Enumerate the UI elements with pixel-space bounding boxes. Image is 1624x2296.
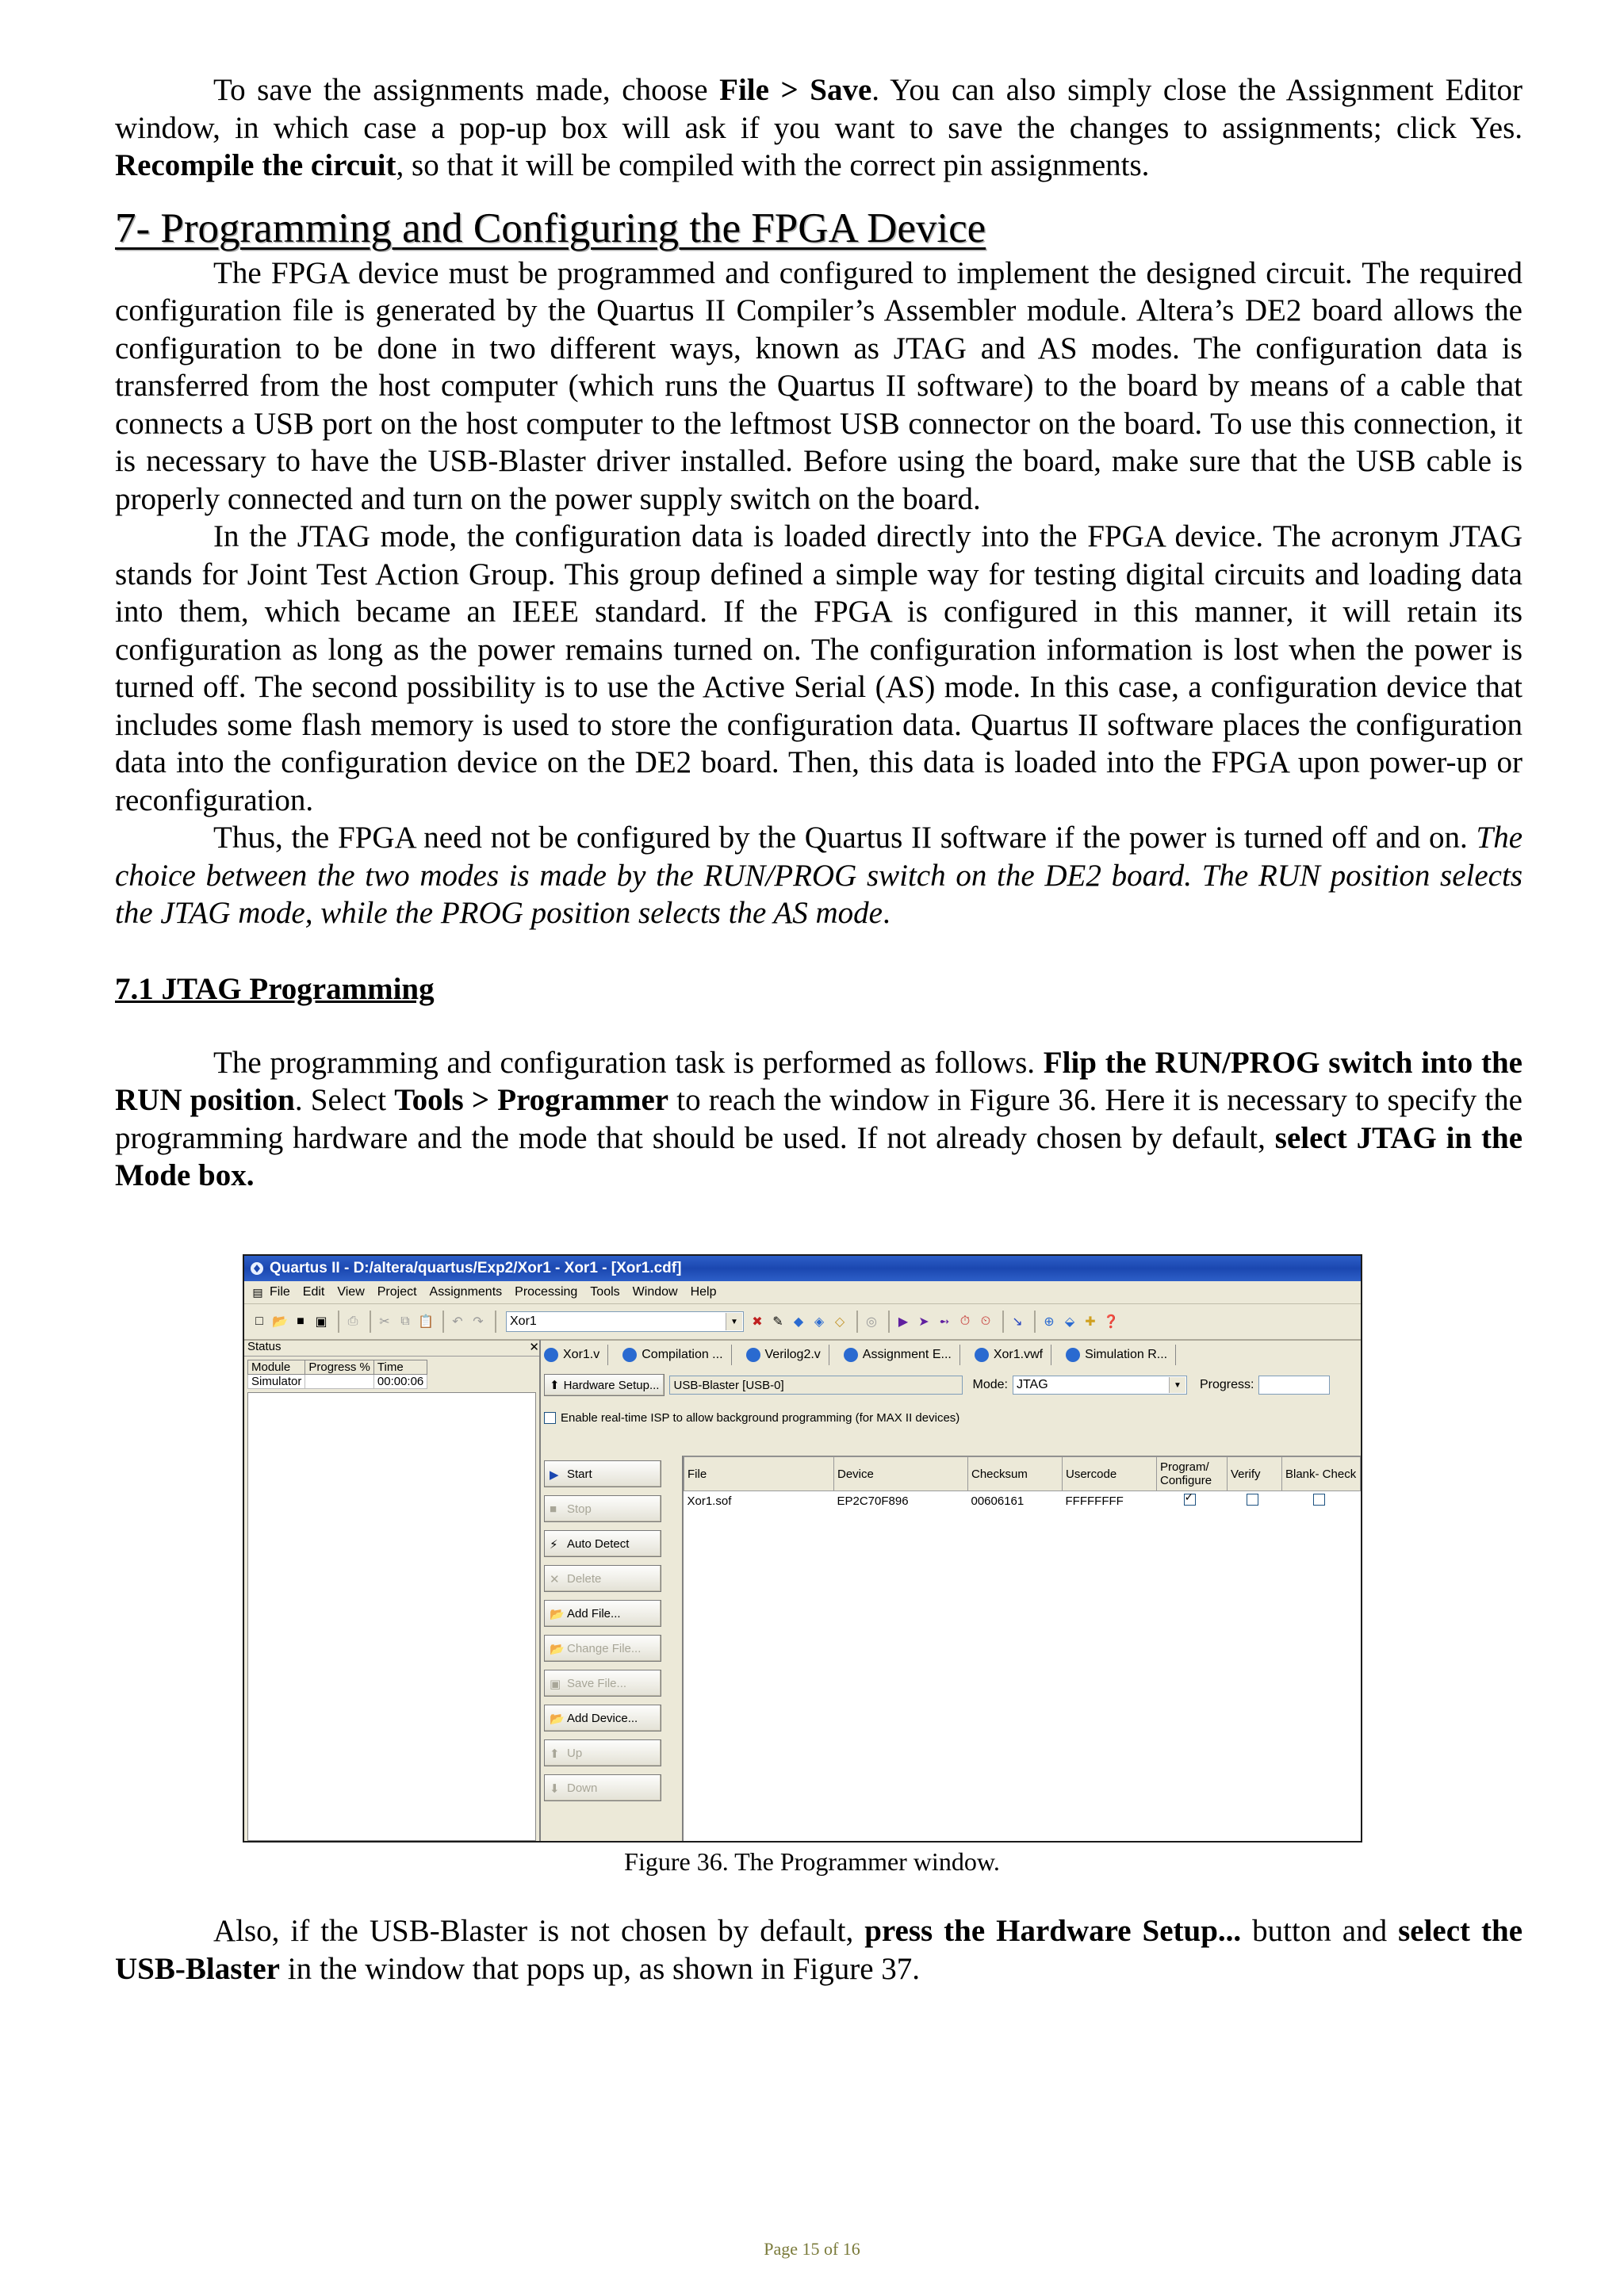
- menu-tools[interactable]: Tools: [590, 1285, 620, 1299]
- section-paragraph-3: [115, 819, 1522, 932]
- arrow-up-icon: ⬆: [550, 1747, 560, 1761]
- status-col-module: Module: [248, 1360, 305, 1375]
- add-device-button[interactable]: [544, 1705, 661, 1732]
- status-col-progress: Progress %: [305, 1360, 374, 1375]
- tab-label: Verilog2.v: [764, 1348, 821, 1361]
- report-icon: [1066, 1348, 1080, 1362]
- paste-icon[interactable]: 📋: [418, 1315, 434, 1329]
- open-folder-icon[interactable]: 📂: [272, 1315, 288, 1329]
- button-label: Save File...: [567, 1676, 627, 1690]
- text-run: To save the assignments made, choose: [213, 73, 720, 107]
- status-panel-body: [247, 1392, 536, 1841]
- col-checksum: Checksum: [968, 1457, 1063, 1491]
- isp-label: Enable real-time ISP to allow background programming (for MAX II devices): [561, 1411, 960, 1425]
- button-label: Stop: [567, 1502, 592, 1516]
- status-table: [247, 1360, 427, 1389]
- bold-run: Tools > Programmer: [394, 1083, 669, 1117]
- detect-icon: ⚡: [550, 1538, 558, 1552]
- add-device-icon: 📂: [550, 1712, 565, 1726]
- start-compilation-icon[interactable]: ▶: [898, 1315, 909, 1329]
- hardware-icon: ⬆: [550, 1379, 560, 1392]
- project-combo[interactable]: [506, 1311, 744, 1332]
- tab-xor1-v[interactable]: [544, 1345, 608, 1365]
- bold-run: select JTAG in the Mode box.: [115, 1120, 1522, 1192]
- document-icon: ▤: [252, 1285, 263, 1299]
- hardware-setup-label: Hardware Setup...: [563, 1378, 660, 1392]
- col-program-configure: Program/ Configure: [1157, 1457, 1228, 1491]
- auto-detect-button[interactable]: [544, 1530, 661, 1557]
- text-run: The programming and configuration task is performed as follows.: [213, 1045, 1044, 1080]
- bold-run: File > Save: [719, 73, 872, 107]
- file-table: [684, 1456, 1361, 1510]
- bold-run: Flip the RUN/PROG switch into the RUN position: [115, 1045, 1522, 1117]
- toolbar: [244, 1304, 1361, 1341]
- figure-caption: Figure 36. The Programmer window.: [624, 1847, 1000, 1876]
- bold-run: select the USB-Blaster: [115, 1914, 1523, 1986]
- status-module: Simulator: [248, 1375, 305, 1389]
- pin-planner-icon[interactable]: ◈: [814, 1315, 825, 1329]
- window-titlebar: [244, 1256, 1361, 1281]
- section-paragraph-2: In the JTAG mode, the configuration data is loaded directly into the FPGA device. The acronym JTAG stands for Joint Test Action Group. This group defined a simple way for testing digital circuits and loading data into them, which became an IEEE standard. If the FPGA is configured in this manner, it will retain its configuration as long as the power remains turned on. The configuration information is lost when the power is turned off. The second possibility is to use the Active Serial (AS) mode. In this case, a configuration device that includes some flash memory is used to store the configuration data. Quartus II software places the configuration data into the configuration device on the DE2 board. Then, this data is loaded into the FPGA upon power-up or reconfiguration.: [115, 519, 1522, 817]
- menu-assignments[interactable]: Assignments: [429, 1285, 503, 1299]
- status-label: Status: [247, 1340, 282, 1353]
- document-tabs: [544, 1345, 1361, 1365]
- button-label: Add File...: [567, 1606, 621, 1621]
- document-body: [115, 71, 1522, 1195]
- new-file-icon[interactable]: □: [255, 1314, 263, 1328]
- close-icon[interactable]: ✕: [529, 1341, 539, 1354]
- progress-label: Progress:: [1199, 1378, 1254, 1391]
- tab-xor1-vwf[interactable]: [975, 1345, 1051, 1365]
- save-file-button[interactable]: [544, 1670, 661, 1697]
- tab-label: Assignment E...: [862, 1348, 952, 1361]
- analysis-icon[interactable]: ➤: [918, 1315, 929, 1329]
- after-figure: [115, 1912, 1522, 1988]
- change-file-button[interactable]: [544, 1635, 661, 1662]
- clock-icon[interactable]: ⏲: [980, 1314, 991, 1328]
- subsection-paragraph: [115, 1044, 1522, 1195]
- status-panel: [244, 1340, 541, 1843]
- after-paragraph: [115, 1912, 1522, 1988]
- assignment-icon[interactable]: ◆: [793, 1315, 804, 1329]
- delete-icon: ✕: [550, 1573, 560, 1586]
- cell-usercode: FFFFFFFF: [1065, 1494, 1124, 1508]
- text-run: . You can also simply close the Assignment Editor window, in which case a pop-up box will ask if you want to save the changes to assignments; click Yes.: [115, 73, 1522, 145]
- tab-compilation[interactable]: [622, 1345, 731, 1365]
- toolbar-separator: [856, 1311, 858, 1333]
- button-label: Delete: [567, 1571, 602, 1586]
- delete-button[interactable]: [544, 1565, 661, 1592]
- mode-label: Mode:: [972, 1378, 1008, 1391]
- redo-icon[interactable]: ↷: [473, 1315, 484, 1329]
- mode-value: JTAG: [1016, 1378, 1048, 1391]
- save-icon[interactable]: ■: [297, 1314, 304, 1328]
- toolbar-separator: [888, 1311, 890, 1333]
- text-run: .: [882, 896, 891, 930]
- waveform-icon: [975, 1348, 989, 1362]
- undo-icon[interactable]: ↶: [452, 1315, 463, 1329]
- section-paragraph-1: The FPGA device must be programmed and configured to implement the designed circuit. The required configuration file is generated by the Quartus II Compiler’s Assembler module. Altera’s DE2 board allows the configuration to be done in two different ways, known as JTAG and AS modes. The configuration data is transferred from the host computer (which runs the Quartus II software) to the board by means of a cable that connects a USB port on the host computer to the leftmost USB connector on the board. To use this connection, it is necessary to have the USB-Blaster driver installed. Before using the board, make sure that the USB cable is properly connected and turn on the power supply switch on the board.: [115, 255, 1522, 516]
- save-all-icon[interactable]: ▣: [315, 1315, 327, 1329]
- tab-label: Compilation ...: [642, 1348, 723, 1361]
- cell-file: Xor1.sof: [687, 1494, 732, 1508]
- menu-window[interactable]: Window: [632, 1285, 678, 1299]
- tab-simulation-report[interactable]: [1066, 1345, 1176, 1365]
- text-run: Thus, the FPGA need not be configured by the Quartus II software if the power is turned off and on.: [213, 821, 1477, 855]
- text-run: Also, if the USB-Blaster is not chosen by default,: [213, 1914, 865, 1948]
- hardware-field: USB-Blaster [USB-0]: [669, 1376, 963, 1395]
- bold-run: press the Hardware Setup...: [864, 1914, 1242, 1948]
- add-file-button[interactable]: [544, 1600, 661, 1627]
- progress-field: [1258, 1376, 1330, 1395]
- button-label: Start: [567, 1467, 592, 1481]
- print-icon[interactable]: ⎙: [347, 1314, 358, 1328]
- tab-label: Xor1.v: [563, 1348, 600, 1361]
- cell-device: EP2C70F896: [837, 1494, 909, 1508]
- subsection-heading: 7.1 JTAG Programming: [115, 971, 435, 1006]
- tab-assignment-editor[interactable]: [844, 1345, 960, 1365]
- file-icon: [544, 1348, 558, 1362]
- table-row: [248, 1375, 427, 1389]
- status-panel-header: [244, 1340, 539, 1357]
- programming-file-grid: [682, 1456, 1361, 1841]
- mode-select[interactable]: [1013, 1376, 1187, 1395]
- verify-checkbox[interactable]: [1247, 1494, 1258, 1506]
- settings-icon[interactable]: ◇: [834, 1315, 845, 1329]
- section-heading: 7- Programming and Configuring the FPGA Device: [115, 205, 986, 251]
- button-label: Down: [567, 1781, 598, 1795]
- col-blank-check: Blank- Check: [1282, 1457, 1361, 1491]
- quartus-logo-icon: [249, 1261, 265, 1276]
- text-run: . Select: [294, 1083, 395, 1117]
- text-run: to reach the window in Figure 36. Here it is necessary to specify the programming hardware and the mode that should be used. If not already chosen by default,: [115, 1083, 1522, 1155]
- stop-icon[interactable]: ◎: [866, 1315, 877, 1329]
- text-run: in the window that pops up, as shown in Figure 37.: [280, 1951, 921, 1986]
- programmer-window-figure: [243, 1254, 1362, 1843]
- chevron-down-icon[interactable]: ▼: [1169, 1377, 1185, 1393]
- toolbar-separator: [1034, 1311, 1036, 1333]
- tab-label: Simulation R...: [1085, 1348, 1168, 1361]
- toolbar-separator: [338, 1311, 339, 1333]
- menu-file[interactable]: File: [270, 1285, 290, 1299]
- intro-paragraph: [115, 71, 1522, 185]
- text-run: button and: [1241, 1914, 1399, 1948]
- up-button[interactable]: [544, 1739, 661, 1766]
- play-icon: ▶: [550, 1468, 559, 1482]
- text-run: , so that it will be compiled with the correct pin assignments.: [396, 148, 1150, 182]
- start-button[interactable]: [544, 1460, 661, 1487]
- italic-run: The choice between the two modes is made by the RUN/PROG switch on the DE2 board. The RUN position selects the JTAG mode, while the PROG position selects the AS mode: [115, 821, 1522, 930]
- save-file-icon: ▣: [550, 1678, 561, 1691]
- isp-option[interactable]: [544, 1411, 959, 1425]
- blank-check-checkbox[interactable]: [1313, 1494, 1325, 1506]
- progress-bar: 100 %: [305, 1375, 374, 1389]
- programmer-icon[interactable]: ⬙: [1064, 1315, 1075, 1329]
- bold-run: Recompile the circuit: [115, 148, 396, 182]
- program-configure-checkbox[interactable]: [1184, 1494, 1196, 1506]
- menu-project[interactable]: Project: [377, 1285, 417, 1299]
- button-label: Add Device...: [567, 1711, 638, 1725]
- chip-editor-icon[interactable]: ⊕: [1044, 1315, 1055, 1329]
- simulate-icon[interactable]: ↘: [1012, 1315, 1023, 1329]
- assignment-icon: [844, 1348, 858, 1362]
- megawizard-icon[interactable]: ✚: [1085, 1315, 1096, 1329]
- stop-button[interactable]: [544, 1495, 661, 1522]
- cut-icon[interactable]: ✂: [379, 1315, 390, 1329]
- down-button[interactable]: [544, 1774, 661, 1801]
- arrow-down-icon: ⬇: [550, 1782, 560, 1796]
- menu-bar: [244, 1281, 1361, 1304]
- status-col-time: Time: [373, 1360, 427, 1375]
- menu-processing[interactable]: Processing: [515, 1285, 578, 1299]
- change-file-icon: 📂: [550, 1643, 565, 1656]
- report-icon: [622, 1348, 637, 1362]
- page-footer: Page 15 of 16: [764, 2239, 860, 2259]
- help-icon[interactable]: ❓: [1103, 1315, 1119, 1329]
- file-icon: [746, 1348, 760, 1362]
- stop-icon: ■: [550, 1502, 557, 1516]
- menu-view[interactable]: View: [337, 1285, 365, 1299]
- tab-label: Xor1.vwf: [993, 1348, 1044, 1361]
- col-verify: Verify: [1228, 1457, 1282, 1491]
- isp-checkbox[interactable]: [544, 1412, 556, 1424]
- status-time: 00:00:06: [373, 1375, 427, 1389]
- col-device: Device: [834, 1457, 968, 1491]
- window-title: Quartus II - D:/altera/quartus/Exp2/Xor1 - Xor1 - [Xor1.cdf]: [270, 1260, 682, 1276]
- toolbar-separator: [442, 1311, 444, 1333]
- copy-icon[interactable]: ⧉: [400, 1314, 410, 1328]
- button-label: Auto Detect: [567, 1536, 630, 1551]
- menu-help[interactable]: Help: [690, 1285, 717, 1299]
- col-file: File: [684, 1457, 834, 1491]
- tab-verilog2-v[interactable]: [746, 1345, 829, 1365]
- col-usercode: Usercode: [1063, 1457, 1157, 1491]
- pencil-icon[interactable]: ✎: [772, 1315, 783, 1329]
- hardware-setup-button[interactable]: [544, 1374, 665, 1396]
- project-combo-value: Xor1: [510, 1314, 537, 1328]
- menu-edit[interactable]: Edit: [302, 1285, 325, 1299]
- chevron-down-icon[interactable]: ▼: [726, 1313, 742, 1330]
- toolbar-separator: [495, 1311, 496, 1333]
- table-row[interactable]: [684, 1491, 1361, 1511]
- button-label: Up: [567, 1746, 583, 1760]
- cell-checksum: 00606161: [971, 1494, 1025, 1508]
- compile-icon[interactable]: ✖: [752, 1315, 763, 1329]
- toolbar-separator: [1002, 1311, 1004, 1333]
- timing-icon[interactable]: ➻: [939, 1315, 950, 1329]
- hardware-row: [544, 1373, 1361, 1397]
- timer-icon[interactable]: ⏱: [959, 1314, 971, 1328]
- add-file-icon: 📂: [550, 1608, 565, 1621]
- programmer-button-column: [544, 1460, 661, 1809]
- button-label: Change File...: [567, 1641, 642, 1655]
- toolbar-separator: [370, 1311, 371, 1333]
